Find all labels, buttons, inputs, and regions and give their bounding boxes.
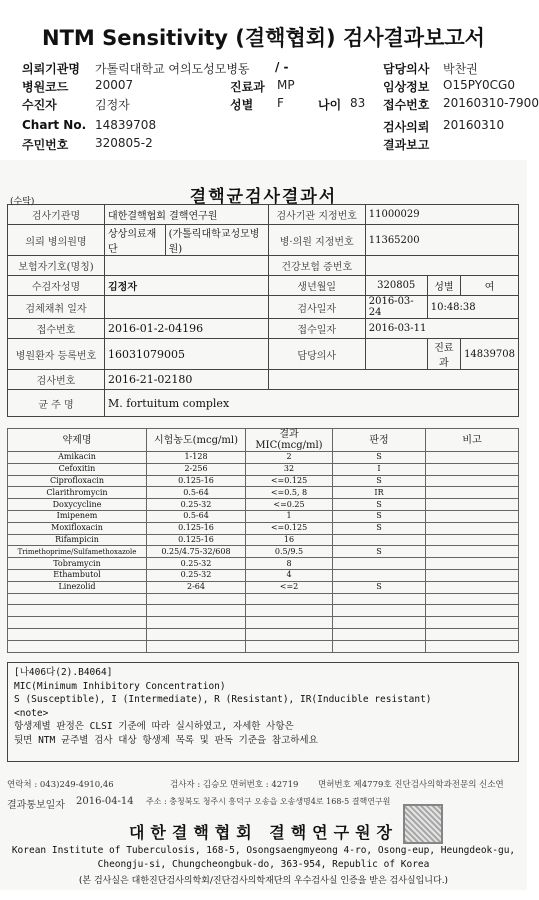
req-code-value: 11365200 [365, 225, 518, 256]
cell-drug: Ethambutol [8, 569, 147, 581]
table-row [8, 581, 519, 593]
exam-no-blank [268, 370, 518, 390]
header-label: 검사의뢰 [383, 120, 430, 134]
col-mic: 결과 MIC(mcg/ml) [246, 429, 333, 452]
cell-mic [246, 605, 333, 617]
note-line: MIC(Minimum Inhibitory Concentration) [14, 680, 226, 692]
cell-mic [246, 593, 333, 605]
cell-range [147, 617, 246, 629]
inst-label: 검사기관명 [8, 205, 105, 225]
cell-drug: Cefoxitin [8, 463, 147, 475]
header-label: 병원코드 [22, 80, 69, 94]
cell-note [426, 569, 519, 581]
table-row [8, 569, 519, 581]
notes-box [7, 662, 519, 762]
cell-interp: S [333, 499, 426, 511]
cell-interp: S [333, 581, 426, 593]
cell-note [426, 510, 519, 522]
header-value: O15PY0CG0 [443, 78, 515, 92]
cell-range: 0.25-32 [147, 558, 246, 570]
header-label: 결과보고 [383, 138, 430, 152]
table-row [8, 487, 519, 499]
table-row [8, 463, 519, 475]
dept-label: 진료과 [427, 339, 460, 370]
exam-no-label: 검사번호 [8, 370, 105, 390]
cell-mic [246, 617, 333, 629]
english-address-2: Cheongju-si, Chungcheongbuk-do, 363-954, Republic of Korea [97, 859, 430, 870]
note-line: [나406다(2).B4064] [14, 667, 113, 678]
english-address-1: Korean Institute of Tuberculosis, 168-5, Osongsaengmyeong 4-ro, Osong-eup, Heungdeok-gu, [11, 845, 516, 856]
cell-note [426, 534, 519, 546]
cell-range: 0.125-16 [147, 522, 246, 534]
certification-note: (본 검사실은 대한진단검사의학회/진단검사의학재단의 우수검사실 인증을 받은 검사실입니다.) [78, 876, 449, 886]
note-line: 뒷면 NTM 균주별 검사 대상 항생제 목록 및 판독 기준을 참고하세요 [14, 734, 318, 746]
inst-value: 대한결핵협회 결핵연구원 [105, 205, 269, 225]
cell-interp: S [333, 546, 426, 558]
cell-mic: <=0.125 [246, 475, 333, 487]
req-code-label: 병·의원 지정번호 [268, 225, 365, 256]
cell-drug: Linezolid [8, 581, 147, 593]
col-range: 시험농도(mcg/ml) [147, 429, 246, 452]
req-value: 상상의료재단 [105, 225, 166, 256]
document-heading: 결핵균검사결과서 [189, 187, 338, 207]
table-row [8, 534, 519, 546]
cell-interp [333, 628, 426, 640]
header-label: 임상정보 [383, 80, 430, 94]
table-row [8, 510, 519, 522]
cell-range: 0.125-16 [147, 534, 246, 546]
cell-range [147, 605, 246, 617]
cell-note [426, 605, 519, 617]
cell-drug [8, 640, 147, 652]
header-value: 김정자 [95, 98, 130, 112]
cell-range: 0.125-16 [147, 475, 246, 487]
cell-mic: <=2 [246, 581, 333, 593]
doctor-value [365, 339, 427, 370]
note-line: <note> [14, 707, 49, 719]
name-value: 김정자 [105, 276, 269, 296]
susceptibility-table [7, 428, 519, 653]
col-interp: 판정 [333, 429, 426, 452]
cell-drug [8, 593, 147, 605]
cell-drug: Imipenem [8, 510, 147, 522]
cell-drug: Doxycycline [8, 499, 147, 511]
table-row [8, 640, 519, 652]
cell-drug [8, 605, 147, 617]
table-row [8, 558, 519, 570]
cell-range: 2-64 [147, 581, 246, 593]
cell-drug [8, 617, 147, 629]
cell-note [426, 475, 519, 487]
register-value: 16031079005 [105, 339, 269, 370]
header-label: 접수번호 [383, 98, 430, 112]
table-row [8, 522, 519, 534]
species-value: M. fortuitum complex [105, 390, 519, 417]
doctor-label: 담당의사 [268, 339, 365, 370]
cell-interp [333, 569, 426, 581]
cell-range [147, 640, 246, 652]
cell-interp [333, 534, 426, 546]
note-line: 항생제별 판정은 CLSI 기준에 따라 실시하였고, 자세한 사항은 [14, 721, 294, 732]
cell-mic: 2 [246, 452, 333, 464]
cell-mic: <=0.25 [246, 499, 333, 511]
cell-interp [333, 593, 426, 605]
scanned-result-document [0, 160, 527, 890]
req-value-2: (가톨릭대학교성모병원) [165, 225, 268, 256]
cell-interp: S [333, 452, 426, 464]
insurer-value [105, 256, 269, 276]
cell-interp: I [333, 463, 426, 475]
cell-drug: Moxifloxacin [8, 522, 147, 534]
sex-label: 성별 [427, 276, 460, 296]
table-row [8, 628, 519, 640]
header-label: 주민번호 [22, 138, 69, 152]
cell-range: 0.5-64 [147, 487, 246, 499]
header-value: 가톨릭대학교 여의도성모병동 [95, 62, 250, 76]
cell-interp: S [333, 510, 426, 522]
receipt-date-value: 2016-03-11 [365, 319, 518, 339]
header-label: / - [275, 60, 289, 74]
exam-time-value: 10:48:38 [427, 296, 518, 319]
inst-code-label: 검사기관 지정번호 [268, 205, 365, 225]
cell-note [426, 452, 519, 464]
birth-value: 320805 [365, 276, 427, 296]
examiner-text: 검사자 : 김승모 면허번호 : 42719 [170, 780, 299, 790]
contact-text: 연락처 : 043)249-4910,46 [7, 780, 114, 790]
report-title: NTM Sensitivity (결핵협회) 검사결과보고서 [42, 26, 485, 50]
table-row [8, 546, 519, 558]
cell-drug: Rifampicin [8, 534, 147, 546]
header-value: 박찬권 [443, 62, 478, 76]
cell-range [147, 593, 246, 605]
cell-mic: 8 [246, 558, 333, 570]
sex-value: 여 [461, 276, 519, 296]
cell-note [426, 487, 519, 499]
cell-range: 0.5-64 [147, 510, 246, 522]
patient-info-table [7, 204, 519, 417]
cell-interp: S [333, 475, 426, 487]
cell-range: 2-256 [147, 463, 246, 475]
report-date-value: 2016-04-14 [76, 796, 134, 807]
cell-range: 1-128 [147, 452, 246, 464]
cell-drug: Trimethoprime/Sulfamethoxazole [8, 546, 147, 558]
header-label: 수진자 [22, 98, 57, 112]
insurer-label: 보험자기호(명칭) [8, 256, 105, 276]
header-value: 83 [350, 96, 366, 110]
cell-mic: 0.5/9.5 [246, 546, 333, 558]
species-label: 균 주 명 [8, 390, 105, 417]
cell-note [426, 617, 519, 629]
cell-mic: 1 [246, 510, 333, 522]
cell-drug: Ciprofloxacin [8, 475, 147, 487]
cell-range: 0.25/4.75-32/608 [147, 546, 246, 558]
table-header-row [8, 429, 519, 452]
exam-no-value: 2016-21-02180 [105, 370, 269, 390]
header-label: 나이 [318, 98, 342, 112]
cell-mic: 16 [246, 534, 333, 546]
header-value: 20160310-7900 [443, 96, 539, 110]
collect-value [105, 296, 269, 319]
header-label: Chart No. [22, 118, 87, 132]
birth-label: 생년월일 [268, 276, 365, 296]
cell-note [426, 628, 519, 640]
table-row [8, 452, 519, 464]
cell-note [426, 522, 519, 534]
table-row [8, 499, 519, 511]
note-line: S (Susceptible), I (Intermediate), R (Resistant), IR(Inducible resistant) [14, 694, 432, 705]
dept-value: 14839708 [461, 339, 519, 370]
collect-label: 검체채취 일자 [8, 296, 105, 319]
cell-range: 0.25-32 [147, 569, 246, 581]
cell-note [426, 593, 519, 605]
receipt-label: 접수번호 [8, 319, 105, 339]
table-row [8, 617, 519, 629]
inst-code-value: 11000029 [365, 205, 518, 225]
cell-interp: IR [333, 487, 426, 499]
cell-range: 0.25-32 [147, 499, 246, 511]
col-note: 비고 [426, 429, 519, 452]
physician-text: 면허번호 제4779호 진단검사의학과전문의 신소연 [318, 780, 504, 790]
cell-drug: Amikacin [8, 452, 147, 464]
cell-note [426, 558, 519, 570]
header-label: 담당의사 [383, 62, 430, 76]
receipt-value: 2016-01-2-04196 [105, 319, 269, 339]
header-value: MP [277, 78, 295, 92]
exam-date-value: 2016-03-24 [365, 296, 427, 319]
register-label: 병원환자 등록번호 [8, 339, 105, 370]
name-label: 수검자성명 [8, 276, 105, 296]
header-label: 의뢰기관명 [22, 62, 80, 76]
table-row [8, 475, 519, 487]
cell-mic [246, 640, 333, 652]
institute-name: 대한결핵협회 결핵연구원장 [128, 823, 399, 842]
req-label: 의뢰 병의원명 [8, 225, 105, 256]
cell-drug: Tobramycin [8, 558, 147, 570]
cell-interp [333, 640, 426, 652]
receipt-date-label: 접수일자 [268, 319, 365, 339]
cell-range [147, 628, 246, 640]
address-text: 주소 : 충청북도 청주시 흥덕구 오송읍 오송생명4로 168-5 결핵연구원 [146, 797, 391, 806]
cell-note [426, 546, 519, 558]
header-value: 20160310 [443, 118, 505, 132]
header-label: 성별 [230, 98, 254, 112]
cell-interp: S [333, 522, 426, 534]
cell-mic: 4 [246, 569, 333, 581]
exam-date-label: 검사일자 [268, 296, 365, 319]
cell-drug [8, 628, 147, 640]
table-row [8, 593, 519, 605]
cell-drug: Clarithromycin [8, 487, 147, 499]
report-date-label: 결과통보일자 [7, 800, 65, 811]
insurance-code-value [365, 256, 518, 276]
header-value: 320805-2 [95, 136, 153, 150]
cell-interp [333, 558, 426, 570]
cell-interp [333, 617, 426, 629]
cell-mic: <=0.5, 8 [246, 487, 333, 499]
cell-note [426, 499, 519, 511]
cell-note [426, 640, 519, 652]
cell-mic: 32 [246, 463, 333, 475]
cell-interp [333, 605, 426, 617]
col-drug: 약제명 [8, 429, 147, 452]
cell-mic [246, 628, 333, 640]
header-value: 20007 [95, 78, 134, 92]
stamp-label: (수탁) [10, 197, 35, 207]
report-header [0, 56, 539, 152]
header-label: 진료과 [230, 80, 265, 94]
cell-note [426, 463, 519, 475]
cell-mic: <=0.125 [246, 522, 333, 534]
official-seal [403, 804, 443, 844]
header-value: F [277, 96, 284, 110]
table-row [8, 605, 519, 617]
insurance-code-label: 건강보험 증번호 [268, 256, 365, 276]
header-value: 14839708 [95, 118, 157, 132]
cell-note [426, 581, 519, 593]
